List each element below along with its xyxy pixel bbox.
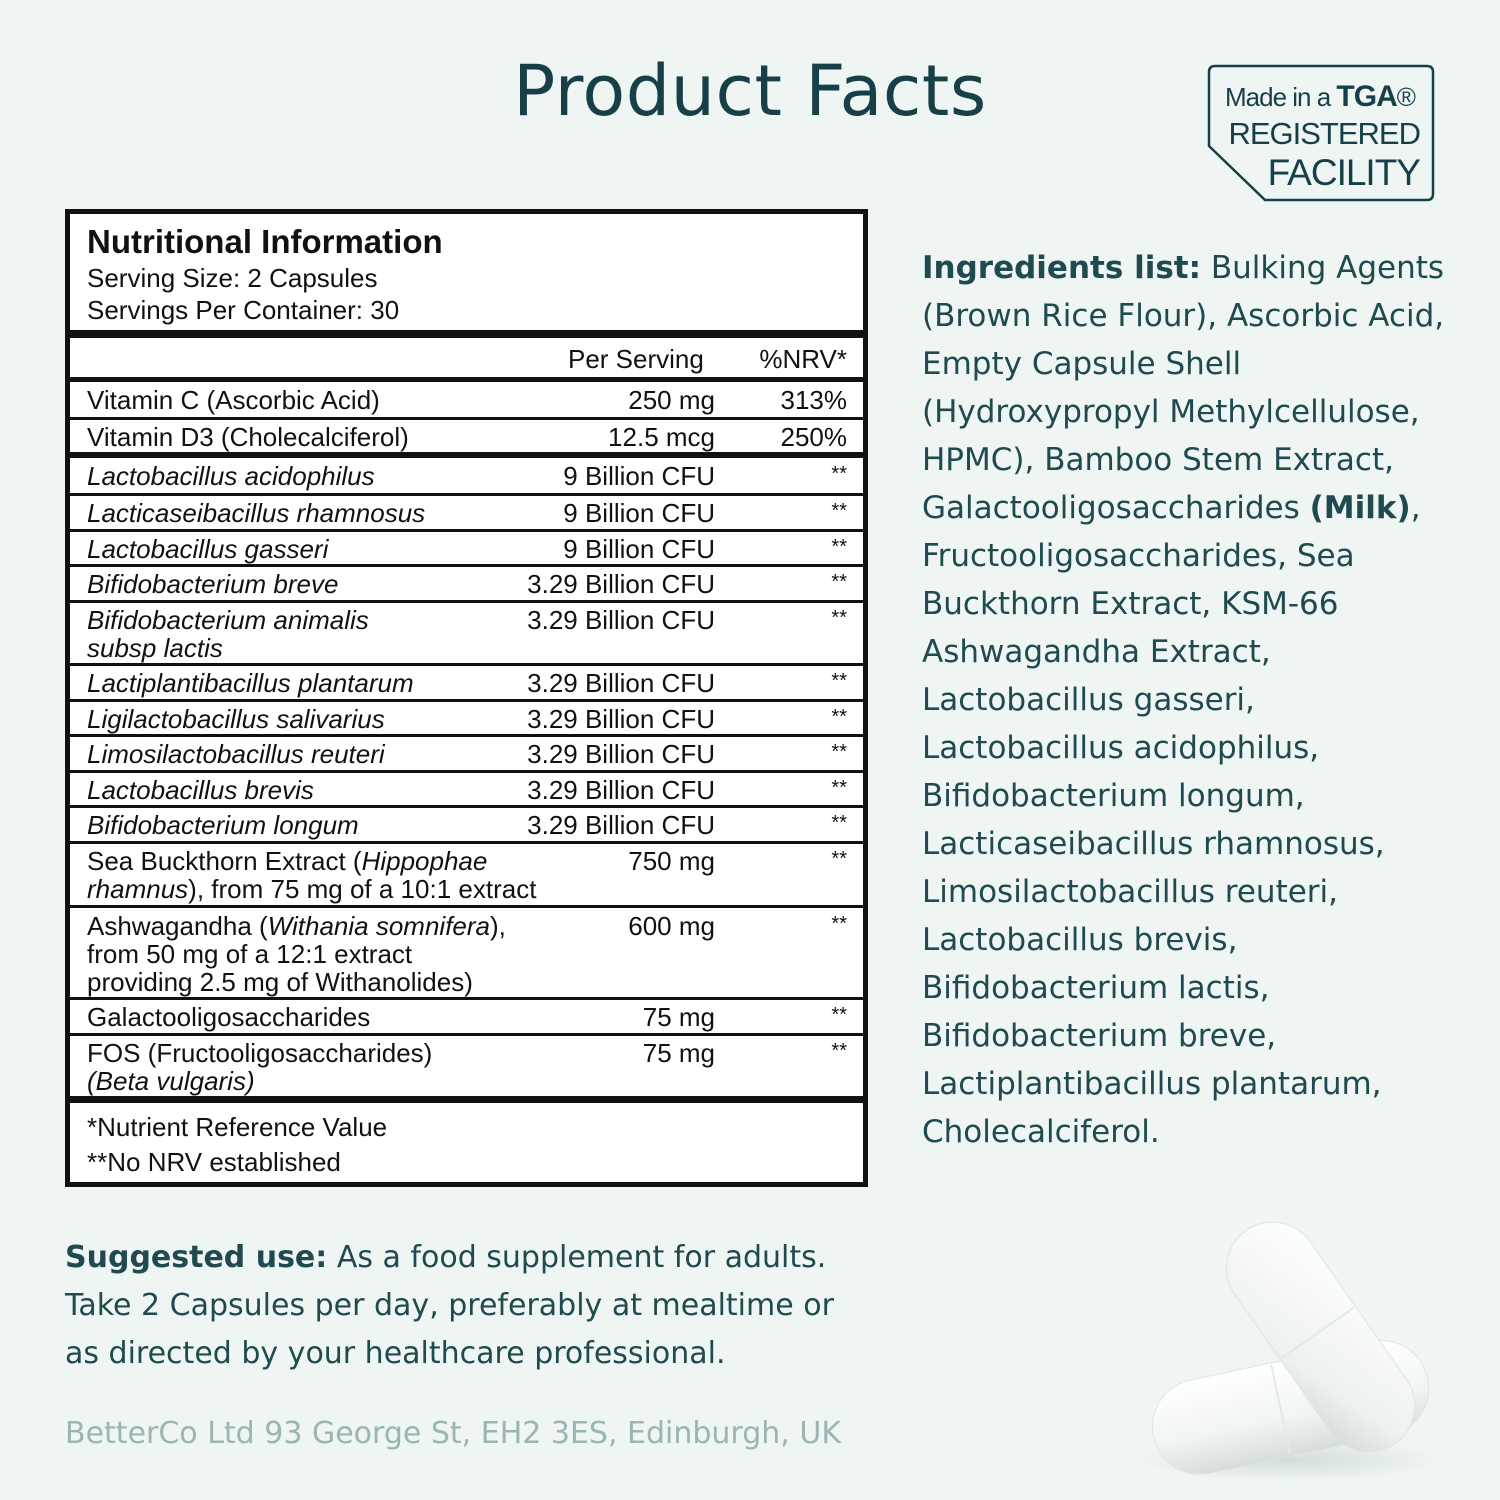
ingredients-label: Ingredients list:	[922, 250, 1201, 286]
col-per-serving: Per Serving	[568, 344, 704, 374]
row-name: FOS (Fructooligosaccharides)	[87, 1038, 433, 1068]
row-name: Ashwagandha (Withania somnifera),	[87, 911, 506, 941]
row-name-line2: from 50 mg of a 12:1 extract	[87, 939, 413, 969]
row-name-line2: subsp lactis	[87, 633, 223, 663]
table-row	[70, 997, 863, 1033]
table-row	[70, 805, 863, 841]
table-row	[70, 663, 863, 699]
usage-text: As a food supplement for adults. Take 2 Capsules per day, preferably at mealtime or as directed by your healthcare professional.	[65, 1240, 834, 1371]
row-name: Lactiplantibacillus plantarum	[87, 668, 414, 698]
row-nrv: **	[831, 1004, 847, 1026]
row-name: Bifidobacterium breve	[87, 569, 339, 599]
table-row	[70, 905, 863, 998]
ingredients-text: Bulking Agents (Brown Rice Flour), Ascorbic Acid, Empty Capsule Shell (Hydroxypropyl Methylcellulose, HPMC), Bamboo Stem Extract, Galactooligosaccharides	[922, 250, 1445, 526]
ingredients-text-2: , Fructooligosaccharides, Sea Buckthorn Extract, KSM-66 Ashwagandha Extract, Lactobacillus gasseri, Lactobacillus acidophilus, Bifidobacterium longum, Lacticaseibacillus rhamnosus, Limosilactobacillus reuteri, Lactobacillus brevis, Bifidobacterium lactis, Bifidobacterium breve, Lactiplantibacillus plantarum, Cholecalciferol.	[922, 490, 1421, 1150]
badge-line3: FACILITY	[1267, 152, 1420, 193]
footnote-no-nrv: **No NRV established	[87, 1147, 341, 1177]
row-amount: 750 mg	[628, 846, 715, 876]
row-name: Galactooligosaccharides	[87, 1002, 371, 1032]
row-amount: 3.29 Billion CFU	[527, 605, 715, 635]
serving-size: Serving Size: 2 Capsules	[87, 263, 378, 293]
divider	[70, 330, 863, 338]
footnote-nrv: *Nutrient Reference Value	[87, 1112, 388, 1142]
row-nrv: **	[831, 812, 847, 834]
table-row	[70, 382, 863, 420]
row-nrv: **	[831, 571, 847, 593]
row-nrv: **	[831, 536, 847, 558]
row-name: Vitamin D3 (Cholecalciferol)	[87, 422, 409, 452]
row-name-line2: (Beta vulgaris)	[87, 1066, 255, 1096]
row-nrv: 313%	[780, 385, 847, 415]
row-name: Vitamin C (Ascorbic Acid)	[87, 385, 380, 415]
row-amount: 3.29 Billion CFU	[527, 810, 715, 840]
tga-badge	[1207, 64, 1435, 202]
row-name: Lacticaseibacillus rhamnosus	[87, 498, 426, 528]
table-row	[70, 529, 863, 565]
table-row	[70, 564, 863, 600]
row-name: Limosilactobacillus reuteri	[87, 739, 385, 769]
row-nrv: **	[831, 463, 847, 485]
badge-line2: REGISTERED	[1228, 116, 1420, 151]
row-nrv: **	[831, 777, 847, 799]
row-nrv: **	[831, 848, 847, 870]
table-row	[70, 734, 863, 770]
row-nrv: **	[831, 670, 847, 692]
usage-label: Suggested use:	[65, 1240, 328, 1275]
row-amount: 3.29 Billion CFU	[527, 668, 715, 698]
row-amount: 600 mg	[628, 911, 715, 941]
suggested-use	[65, 1234, 875, 1378]
row-amount: 9 Billion CFU	[563, 498, 715, 528]
row-name-line3: providing 2.5 mg of Withanolides)	[87, 967, 473, 997]
table-row	[70, 841, 863, 906]
allergen-milk: (Milk)	[1309, 490, 1411, 526]
nutrition-panel	[65, 209, 868, 1187]
row-name: Lactobacillus brevis	[87, 775, 314, 805]
row-name: Lactobacillus acidophilus	[87, 461, 375, 491]
badge-line1: Made in a TGA®	[1225, 80, 1415, 113]
col-nrv: %NRV*	[759, 344, 847, 374]
row-name: Ligilactobacillus salivarius	[87, 704, 385, 734]
row-nrv: **	[831, 706, 847, 728]
table-row	[70, 493, 863, 529]
row-nrv: **	[831, 607, 847, 629]
row-nrv: **	[831, 913, 847, 935]
divider	[70, 1096, 863, 1103]
row-nrv: **	[831, 1040, 847, 1062]
row-amount: 9 Billion CFU	[563, 534, 715, 564]
row-name: Sea Buckthorn Extract (Hippophae	[87, 846, 488, 876]
capsules-image	[1120, 1210, 1450, 1490]
servings-per-container: Servings Per Container: 30	[87, 295, 400, 325]
row-name: Bifidobacterium longum	[87, 810, 359, 840]
row-amount: 3.29 Billion CFU	[527, 569, 715, 599]
row-nrv: 250%	[780, 422, 847, 452]
row-amount: 250 mg	[628, 385, 715, 415]
company-address: BetterCo Ltd 93 George St, EH2 3ES, Edinburgh, UK	[65, 1416, 842, 1451]
row-nrv: **	[831, 500, 847, 522]
ingredients-list	[922, 244, 1462, 1156]
table-row	[70, 417, 863, 455]
row-amount: 75 mg	[642, 1002, 715, 1032]
table-row	[70, 770, 863, 806]
table-row	[70, 699, 863, 735]
row-amount: 3.29 Billion CFU	[527, 775, 715, 805]
row-amount: 12.5 mcg	[608, 422, 715, 452]
panel-heading: Nutritional Information	[87, 223, 443, 260]
page-title: Product Facts	[513, 50, 987, 132]
row-nrv: **	[831, 741, 847, 763]
table-row	[70, 600, 863, 664]
row-name: Lactobacillus gasseri	[87, 534, 329, 564]
row-amount: 3.29 Billion CFU	[527, 739, 715, 769]
row-name: Bifidobacterium animalis	[87, 605, 369, 635]
table-row	[70, 458, 863, 494]
table-row	[70, 1033, 863, 1097]
row-amount: 75 mg	[642, 1038, 715, 1068]
row-name-line2: rhamnus), from 75 mg of a 10:1 extract	[87, 874, 537, 904]
row-amount: 3.29 Billion CFU	[527, 704, 715, 734]
row-amount: 9 Billion CFU	[563, 461, 715, 491]
